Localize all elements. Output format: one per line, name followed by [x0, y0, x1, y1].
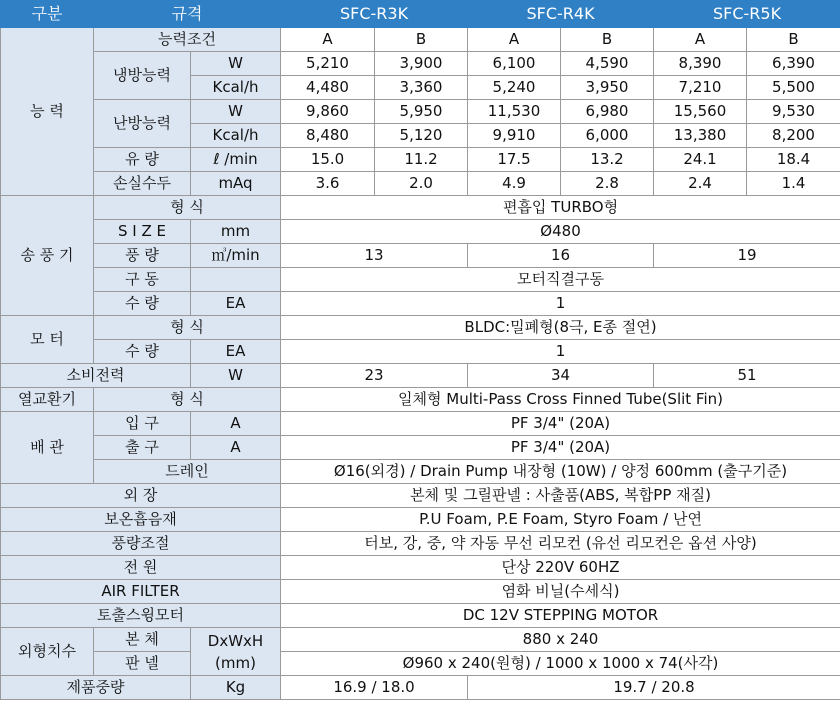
table-row: [1, 628, 840, 652]
cell: B: [561, 28, 654, 52]
fan-airflow-label: 풍 량: [94, 244, 191, 268]
cell: A: [281, 28, 375, 52]
outlet-label: 출 구: [94, 436, 191, 460]
cell: 11.2: [375, 148, 468, 172]
cell: PF 3/4" (20A): [281, 412, 840, 436]
cell: B: [747, 28, 840, 52]
unit-label: EA: [191, 292, 281, 316]
cell: 8,200: [747, 124, 840, 148]
cell: A: [468, 28, 561, 52]
cell: 16.9 / 18.0: [281, 676, 468, 700]
row-label: 풍량조절: [1, 532, 281, 556]
table-row: [1, 652, 840, 676]
fan-type-label: 형 식: [94, 196, 281, 220]
cell: 9,530: [747, 100, 840, 124]
unit-label: W: [191, 100, 281, 124]
body-label: 본 체: [94, 628, 191, 652]
cell: A: [654, 28, 747, 52]
unit-label: Kcal/h: [191, 76, 281, 100]
motor-qty-label: 수 량: [94, 340, 191, 364]
condition-label: 능력조건: [94, 28, 281, 52]
cell: 19.7 / 20.8: [468, 676, 840, 700]
hx-type-label: 형 식: [94, 388, 281, 412]
panel-label: 판 넬: [94, 652, 191, 676]
cell: 1.4: [747, 172, 840, 196]
unit-label: A: [191, 436, 281, 460]
cell: 1: [281, 340, 840, 364]
table-row: [1, 676, 840, 700]
header-spec: 규격: [94, 1, 281, 28]
cell: 13: [281, 244, 468, 268]
cell: 3.6: [281, 172, 375, 196]
table-row: [1, 556, 840, 580]
cell: 19: [654, 244, 840, 268]
flow-label: 유 량: [94, 148, 191, 172]
cell: 3,900: [375, 52, 468, 76]
unit-label: W: [191, 52, 281, 76]
cell: P.U Foam, P.E Foam, Styro Foam / 난연: [281, 508, 840, 532]
table-row: [1, 460, 840, 484]
table-row: [1, 220, 840, 244]
fan-size-label: S I Z E: [94, 220, 191, 244]
dimension-unit: DxWxH (mm): [207, 631, 264, 672]
unit-label: EA: [191, 340, 281, 364]
table-row: [1, 532, 840, 556]
row-label: 보온흡음재: [1, 508, 281, 532]
group-dimensions: 외형치수: [1, 628, 94, 676]
cell: 5,500: [747, 76, 840, 100]
table-row: [1, 364, 840, 388]
table-row: [1, 172, 840, 196]
fan-qty-label: 수 량: [94, 292, 191, 316]
table-row: [1, 388, 840, 412]
group-fan: 송 풍 기: [1, 196, 94, 316]
unit-label: [191, 628, 281, 676]
cell: 15.0: [281, 148, 375, 172]
cell: 8,390: [654, 52, 747, 76]
unit-label: mAq: [191, 172, 281, 196]
cell: Ø16(외경) / Drain Pump 내장형 (10W) / 양정 600mm (출구기준): [281, 460, 840, 484]
cell: 8,480: [281, 124, 375, 148]
cell: 2.0: [375, 172, 468, 196]
cell: Ø480: [281, 220, 840, 244]
cell: 3,950: [561, 76, 654, 100]
power-label: 소비전력: [1, 364, 191, 388]
cell: 본체 및 그릴판넬 : 사출품(ABS, 복합PP 재질): [281, 484, 840, 508]
cell: 5,210: [281, 52, 375, 76]
table-row: [1, 244, 840, 268]
unit-label: W: [191, 364, 281, 388]
table-row: [1, 292, 840, 316]
cell: 5,240: [468, 76, 561, 100]
table-row: [1, 580, 840, 604]
cell: DC 12V STEPPING MOTOR: [281, 604, 840, 628]
cell: 9,910: [468, 124, 561, 148]
cell: PF 3/4" (20A): [281, 436, 840, 460]
table-row: [1, 436, 840, 460]
group-piping: 배 관: [1, 412, 94, 484]
cell: 13,380: [654, 124, 747, 148]
cell: 9,860: [281, 100, 375, 124]
table-row: [1, 268, 840, 292]
cell: 6,000: [561, 124, 654, 148]
cell: 1: [281, 292, 840, 316]
cell: 17.5: [468, 148, 561, 172]
cell: 15,560: [654, 100, 747, 124]
cell: 4.9: [468, 172, 561, 196]
table-row: [1, 604, 840, 628]
cell: 880 x 240: [281, 628, 840, 652]
cell: Ø960 x 240(원형) / 1000 x 1000 x 74(사각): [281, 652, 840, 676]
header-model-1: SFC-R3K: [281, 1, 468, 28]
fan-drive-label: 구 동: [94, 268, 191, 292]
cell: B: [375, 28, 468, 52]
header-model-2: SFC-R4K: [468, 1, 654, 28]
cell: 6,100: [468, 52, 561, 76]
unit-label: Kcal/h: [191, 124, 281, 148]
weight-label: 제품중량: [1, 676, 191, 700]
cell: 단상 220V 60HZ: [281, 556, 840, 580]
cell: 3,360: [375, 76, 468, 100]
unit-label: A: [191, 412, 281, 436]
table-row: [1, 412, 840, 436]
cell: 34: [468, 364, 654, 388]
cell: 6,980: [561, 100, 654, 124]
loss-label: 손실수두: [94, 172, 191, 196]
group-motor: 모 터: [1, 316, 94, 364]
table-row: [1, 52, 840, 76]
cell: 2.4: [654, 172, 747, 196]
cell: 4,590: [561, 52, 654, 76]
unit-label: Kg: [191, 676, 281, 700]
table-row: [1, 340, 840, 364]
cooling-label: 냉방능력: [94, 52, 191, 100]
cell: 염화 비닐(수세식): [281, 580, 840, 604]
cell: 23: [281, 364, 468, 388]
cell: 51: [654, 364, 840, 388]
cell: 13.2: [561, 148, 654, 172]
cell: 24.1: [654, 148, 747, 172]
cell: 16: [468, 244, 654, 268]
cell: 6,390: [747, 52, 840, 76]
cell: 모터직결구동: [281, 268, 840, 292]
header-model-3: SFC-R5K: [654, 1, 840, 28]
table-row: [1, 28, 840, 52]
unit-label: [191, 268, 281, 292]
row-label: 토출스윙모터: [1, 604, 281, 628]
cell: 5,950: [375, 100, 468, 124]
cell: 일체형 Multi-Pass Cross Finned Tube(Slit Fin): [281, 388, 840, 412]
table-row: [1, 316, 840, 340]
unit-label: ℓ /min: [191, 148, 281, 172]
cell: 18.4: [747, 148, 840, 172]
cell: 7,210: [654, 76, 747, 100]
row-label: AIR FILTER: [1, 580, 281, 604]
unit-label: ㎥/min: [191, 244, 281, 268]
row-label: 외 장: [1, 484, 281, 508]
drain-label: 드레인: [94, 460, 281, 484]
motor-type-label: 형 식: [94, 316, 281, 340]
table-row: [1, 100, 840, 124]
table-row: [1, 508, 840, 532]
group-hx: 열교환기: [1, 388, 94, 412]
header-category: 구분: [1, 1, 94, 28]
group-capacity: 능 력: [1, 28, 94, 196]
cell: 터보, 강, 중, 약 자동 무선 리모컨 (유선 리모컨은 옵션 사양): [281, 532, 840, 556]
heating-label: 난방능력: [94, 100, 191, 148]
cell: 5,120: [375, 124, 468, 148]
header-row: [1, 1, 840, 28]
inlet-label: 입 구: [94, 412, 191, 436]
table-row: [1, 484, 840, 508]
cell: 4,480: [281, 76, 375, 100]
cell: 11,530: [468, 100, 561, 124]
cell: 2.8: [561, 172, 654, 196]
table-row: [1, 196, 840, 220]
cell: 편흡입 TURBO형: [281, 196, 840, 220]
cell: BLDC:밀폐형(8극, E종 절연): [281, 316, 840, 340]
unit-label: mm: [191, 220, 281, 244]
row-label: 전 원: [1, 556, 281, 580]
table-row: [1, 148, 840, 172]
